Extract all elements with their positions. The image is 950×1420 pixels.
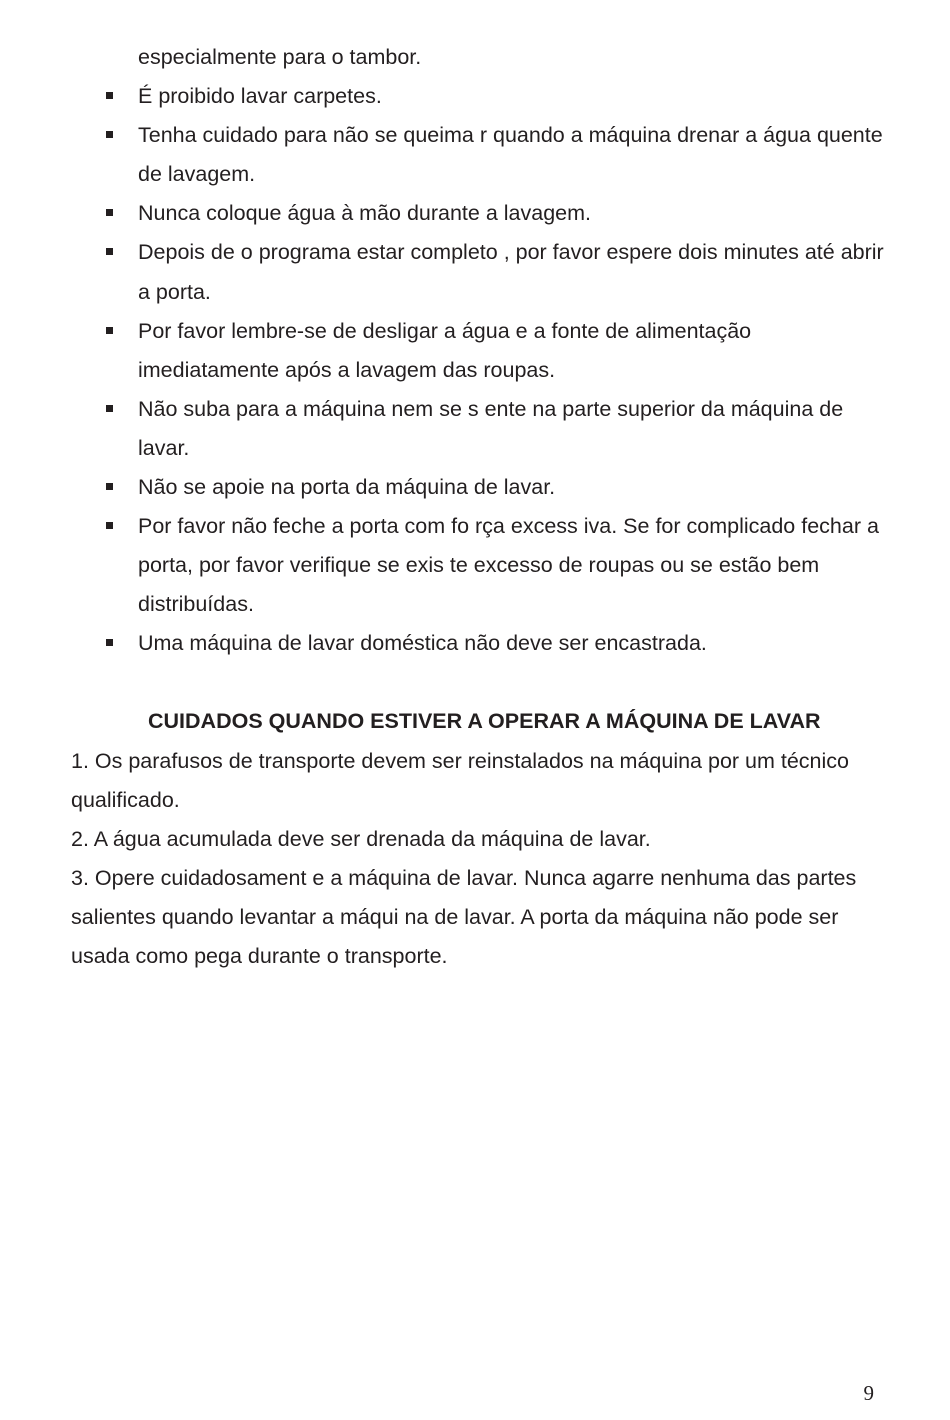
bullet-text: Depois de o programa estar completo , por favor espere dois minutes até abrir a porta.	[138, 240, 884, 304]
bullet-item	[0, 233, 950, 311]
bullet-text: Uma máquina de lavar doméstica não deve ser encastrada.	[138, 631, 707, 656]
square-bullet-icon	[106, 131, 113, 138]
bullet-text: Não suba para a máquina nem se s ente na parte superior da máquina de lavar.	[138, 396, 844, 460]
bullet-item	[0, 468, 950, 507]
bullet-item	[0, 77, 950, 116]
page-number: 9	[863, 1381, 874, 1405]
square-bullet-icon	[106, 483, 113, 490]
numbered-list	[71, 742, 871, 977]
square-bullet-icon	[106, 405, 113, 412]
bullet-text: Por favor lembre-se de desligar a água e a fonte de alimentação imediatamente após a lavagem das roupas.	[138, 318, 752, 382]
bullet-item	[0, 312, 950, 390]
square-bullet-icon	[106, 209, 113, 216]
section-heading: CUIDADOS QUANDO ESTIVER A OPERAR A MÁQUINA DE LAVAR	[148, 709, 821, 733]
numbered-item: 1. Os parafusos de transporte devem ser reinstalados na máquina por um técnico qualificado.	[71, 749, 849, 813]
bullet-text: Nunca coloque água à mão durante a lavagem.	[138, 201, 592, 226]
bullet-item	[0, 507, 950, 624]
bullet-text: É proibido lavar carpetes.	[138, 84, 382, 109]
numbered-item: 2. A água acumulada deve ser drenada da máquina de lavar.	[71, 827, 651, 852]
safety-bullet-list	[0, 38, 950, 664]
bullet-item	[0, 116, 950, 194]
bullet-text: Por favor não feche a porta com fo rça excess iva. Se for complicado fechar a porta, por favor verifique se exis te excesso de roupas ou se estão bem distribuídas.	[138, 514, 879, 617]
bullet-item	[0, 194, 950, 233]
square-bullet-icon	[106, 522, 113, 529]
square-bullet-icon	[106, 92, 113, 99]
bullet-item	[0, 390, 950, 468]
square-bullet-icon	[106, 327, 113, 334]
square-bullet-icon	[106, 248, 113, 255]
bullet-item	[0, 624, 950, 663]
numbered-item: 3. Opere cuidadosament e a máquina de lavar. Nunca agarre nenhuma das partes salientes quando levantar a máqui na de lavar. A porta da máquina não pode ser usada como pega durante o transporte.	[71, 866, 857, 969]
bullet-text: Tenha cuidado para não se queima r quando a máquina drenar a água quente de lavagem.	[138, 123, 883, 187]
continuation-line: especialmente para o tambor.	[138, 45, 422, 69]
bullet-text: Não se apoie na porta da máquina de lavar.	[138, 475, 556, 500]
square-bullet-icon	[106, 639, 113, 646]
